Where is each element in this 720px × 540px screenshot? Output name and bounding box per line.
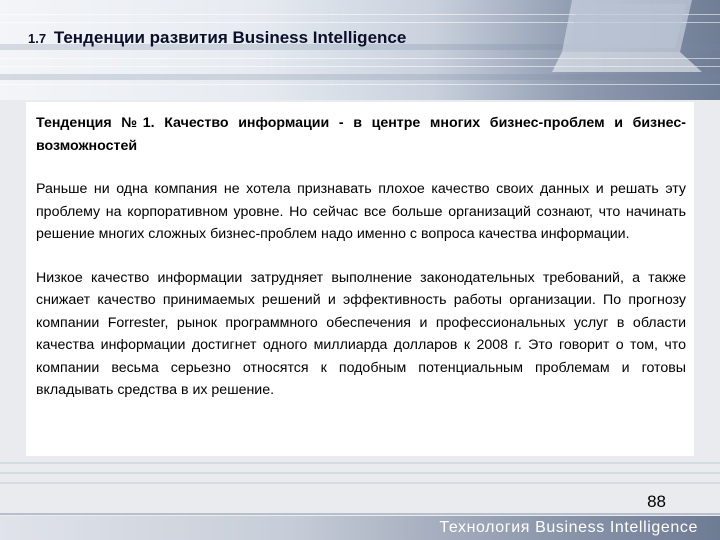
body-paragraph-1: Раньше ни одна компания не хотела признавать плохое качество своих данных и решать эту проблему на корпоративном уровне. Но сейчас все больше организаций сознают, что начинать решение многих сложных бизнес-проблем надо именно с вопроса качества информации. [36, 181, 686, 242]
banner-stripe [0, 84, 720, 85]
header-banner [0, 0, 720, 100]
footer-divider [0, 513, 720, 515]
page-number: 88 [647, 492, 666, 511]
section-title: Тенденции развития Business Intelligence [53, 28, 407, 47]
decorative-stripes [0, 456, 720, 492]
laptop-image [552, 0, 702, 72]
page-title [28, 28, 406, 48]
footer-text: Технология Business Intelligence [439, 519, 698, 536]
lead-paragraph: Тенденция №1. Качество информации - в центре многих бизнес-проблем и бизнес-возможностей [36, 115, 686, 154]
body-paragraph-2: Низкое качество информации затрудняет выполнение законодательных требований, а также снижает качество принимаемых решений и эффективность работы организации. По прогнозу компании Forrester, рынок программного обеспечения и профессиональных услуг в области качества информации достигнет одного миллиарда долларов к 2008 г. Это говорит о том, что компании весьма серьезно относятся к подобным потенциальным проблемам и готовы вкладывать средства в их решение. [36, 269, 686, 398]
section-number: 1.7 [28, 31, 47, 46]
content-text [36, 112, 686, 402]
footer-bar [0, 516, 720, 540]
banner-bar [0, 74, 720, 80]
